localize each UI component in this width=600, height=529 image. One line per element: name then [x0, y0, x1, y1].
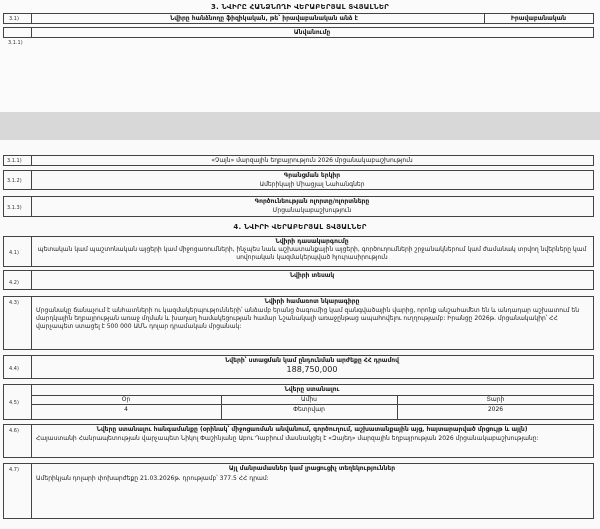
field-value: 188,750,000 [286, 365, 338, 374]
row-number: 3.1.2) [7, 178, 22, 184]
row-number: 3.1.3) [7, 205, 22, 211]
section4-title: 4. ՆՎԻՐԻ ՎԵՐԱԲԵՐՅԱԼ ՏՎՅԱԼՆԵՐ [233, 223, 367, 231]
field-title: Նվերը ստանալու հանգամանքը (օրինակ՝ միջոցառման անվանում, գործուղում, աշխատանքային այց, հայտարարված մրցույթ և այլն) [96, 426, 528, 433]
row-4-6 [3, 424, 594, 458]
row-label: Նվիրը հանձնողը ֆիզիկական, թե՝ իրավաբանական անձ է [169, 15, 359, 22]
row-number: 4.4) [9, 366, 19, 372]
row-number: 4.3) [9, 300, 19, 306]
row-4-2 [3, 270, 594, 290]
row-value: Իրավաբանական [510, 15, 567, 22]
row-number: 4.2) [9, 280, 19, 286]
month-header: Ամիս [300, 396, 317, 403]
row-4-1 [3, 236, 594, 267]
row-number: 3.1.1) [8, 40, 23, 46]
field-value: Ամերիկայի Միացյալ Նահանգներ [259, 181, 365, 188]
field-title: Գործունեության ոլորտը/ոլորտները [254, 198, 370, 205]
field-title: Այլ մանրամասներ կամ լրացուցիչ տեղեկություններ [228, 465, 396, 472]
row-org-name [3, 155, 594, 166]
page-gap [0, 112, 600, 140]
row-4-4 [3, 355, 594, 379]
row-number: 4.5) [9, 400, 19, 406]
org-name: «Չայն» մարզային եղբայրություն 2026 մրցանակաբաշխություն [211, 157, 413, 164]
row-number: 4.6) [9, 428, 19, 434]
field-value: պետական կամ պաշտոնական այցերի կամ միջոցառումների, ինչպես նաև աշխատանքային այցերի, գործուղումների շրջանակներում կամ ժամանակ տրվող նվերները կամ սովորական կազմակերպված հյուրասիրություն [37, 246, 587, 261]
field-value: Մրցանակաբաշխություն [272, 207, 352, 214]
row-3-1 [3, 13, 594, 24]
day-header: Օր [121, 396, 131, 403]
row-3-1-2 [3, 170, 594, 190]
field-title: Նվերը ստանալու [284, 386, 340, 393]
day-value: 4 [124, 406, 128, 413]
field-title: Նվիրի տեսակ [289, 272, 335, 279]
field-title: Նվիրի համառոտ նկարագիրը [264, 298, 360, 305]
row-number: 4.7) [9, 467, 19, 473]
field-title: Նվերի՝ ստացման կամ ընդունման արժեքը ՀՀ դրամով [224, 357, 400, 364]
year-header: Տարի [486, 396, 505, 403]
row-3-1-3 [3, 196, 594, 217]
row-number: 4.1) [9, 250, 19, 256]
row-4-3 [3, 296, 594, 350]
field-value: Մրցանակը ճանաչում է անհատների ու կազմակերպությունների՝ անձամբ երանց ծագումից կամ զանգվածային վարից, որոնք անշահամետ են և անդադար աշխատում են մարդկային եղբայրության առաջ մղման և խաղաղ համակեցության համար Նշանակալի առաջընթաց ապահովելու ուղղությամբ: Իրանցը 2026թ. մրցանակակիր՝ ՀՀ վարչապետ ստացել է 500 000 ԱՄՆ դոլար դրամական մրցանակ: [36, 307, 580, 330]
row-4-7 [3, 463, 594, 519]
row-number: 3.1.1) [7, 158, 22, 164]
field-value: Հայաստանի Հանրապետության վարչապետ Նիկոլ Փաշինյանը Աբու Դաբիում մասնակցել է «Զայեդ» մարզային եղբայրության 2026 մրցանակաբաշխությանը: [36, 435, 539, 442]
row-3-1-name [3, 27, 594, 38]
field-title: Գրանցման երկիր [283, 172, 341, 179]
year-value: 2026 [487, 406, 504, 413]
row-label: Անվանումը [293, 29, 331, 36]
month-value: Փետրվար [293, 406, 325, 413]
field-value: Ամերիկյան դոլարի փոխարժեքը 21.03.2026թ. դրությամբ՝ 377.5 ՀՀ դրամ: [36, 475, 269, 482]
row-number: 3.1) [9, 16, 19, 22]
field-title: Նվիրի դասակարգումը [275, 238, 349, 245]
row-4-5 [3, 384, 594, 420]
section3-title: 3. ՆՎԻՐԸ ՀԱՆՁՆՈՂԻ ՎԵՐԱԲԵՐՅԱԼ ՏՎՅԱԼՆԵՐ [211, 3, 389, 11]
